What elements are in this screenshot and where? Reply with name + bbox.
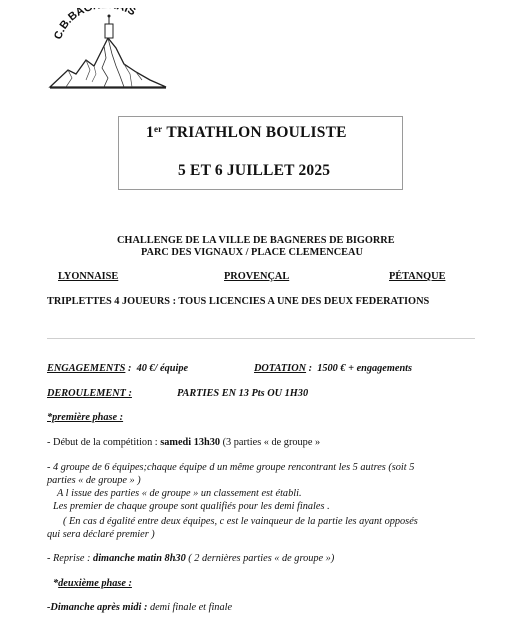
resume-line: - Reprise : dimanche matin 8h30 ( 2 dernières parties « de groupe ») [47,553,335,564]
qualified-line: Les premier de chaque groupe sont qualifiés pour les demi finales . [53,501,330,512]
mountain-peak-logo-icon [46,8,172,92]
challenge-line: CHALLENGE DE LA VILLE DE BAGNERES DE BIGORRE [117,235,395,246]
sunday-line: -Dimanche après midi : demi finale et finale [47,602,233,613]
dotation-line: DOTATION : 1500 € + engagements [254,363,413,374]
discipline-provencal: PROVENÇAL [224,271,290,282]
event-title: 1er TRIATHLON BOULISTE [146,124,347,141]
venue-line: PARC DES VIGNAUX / PLACE CLEMENCEAU [141,247,363,258]
ranking-line: A l issue des parties « de groupe » un classement est établi. [57,488,302,499]
groups-paragraph: - 4 groupe de 6 équipes;chaque équipe d un même groupe rencontrant les 5 autres (soit 5 parties « de groupe » ) [47,462,415,486]
deroulement-value: PARTIES EN 13 Pts OU 1H30 [177,388,309,399]
triplettes-line: TRIPLETTES 4 JOUEURS : TOUS LICENCIES A UNE DES DEUX FEDERATIONS [47,296,430,307]
engagements-label: ENGAGEMENTS [47,363,126,374]
engagements-line: ENGAGEMENTS : 40 €/ équipe [47,363,189,374]
section-divider [47,338,475,339]
discipline-lyonnaise: LYONNAISE [58,271,119,282]
phase2-heading: *deuxième phase : [53,578,132,589]
svg-text:C.B.BAGNERAIS [52,8,137,41]
club-logo [46,8,172,92]
deroulement-label: DEROULEMENT : [47,388,132,399]
phase1-heading: *première phase : [47,412,124,423]
start-line: - Début de la compétition : samedi 13h30 (3 parties « de groupe » [47,437,321,448]
resume-time: dimanche matin 8h30 [93,553,186,564]
tie-paragraph: ( En cas d égalité entre deux équipes, c est le vainqueur de la partie les ayant opposés qui sera déclaré premier ) [47,516,418,540]
logo-text: C.B.BAG IS [52,8,138,42]
event-dates: 5 ET 6 JUILLET 2025 [178,162,331,179]
start-time: samedi 13h30 [160,437,221,448]
engagements-value: 40 €/ équipe [136,363,189,374]
dotation-value: 1500 € + engagements [317,363,413,374]
dotation-label: DOTATION [254,363,307,374]
discipline-petanque: PÉTANQUE [389,271,446,282]
